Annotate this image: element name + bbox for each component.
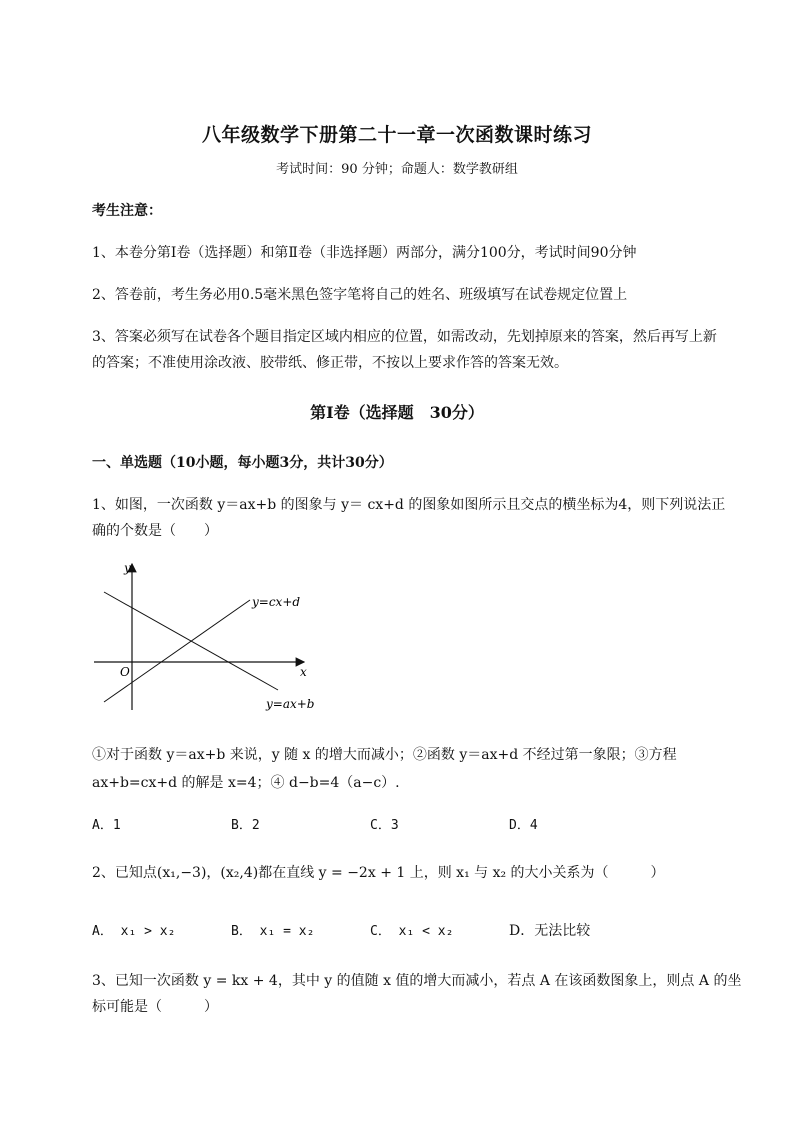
x-axis-label: x (300, 665, 307, 679)
question-3-stem-cont: 标可能是（ ） (92, 999, 218, 1015)
notice-item-3: 3、答案必须写在试卷各个题目指定区域内相应的位置，如需改动，先划掉原来的答案，然后再写上新 (92, 329, 717, 345)
y-axis-label: y (124, 561, 131, 575)
notice-heading: 考生注意： (92, 203, 162, 219)
document-title: 八年级数学下册第二十一章一次函数课时练习 (201, 124, 592, 146)
exam-info: 考试时间：90 分钟；命题人：数学教研组 (276, 162, 518, 177)
label-cx-d: y=cx+d (252, 595, 301, 609)
question-3-stem: 3、已知一次函数 y = kx + 4，其中 y 的值随 x 值的增大而减小，若点 A 在该函数图象上，则点 A 的坐 (92, 973, 742, 989)
section-title: 第Ⅰ卷（选择题 30分） (310, 403, 484, 422)
question-1-statements-cont: ax+b=cx+d 的解是 x=4；④ d−b=4（a−c）. (92, 775, 400, 791)
question-2-stem: 2、已知点(x₁,−3)，(x₂,4)都在直线 y = −2x + 1 上，则 x₁ 与 x₂ 的大小关系为（ ） (92, 865, 665, 881)
notice-item-1: 1、本卷分第Ⅰ卷（选择题）和第Ⅱ卷（非选择题）两部分，满分100分，考试时间90分钟 (92, 245, 637, 261)
question-2-option-a[interactable]: A． x₁ > x₂ (92, 924, 176, 939)
notice-item-3-cont: 的答案；不准使用涂改液、胶带纸、修正带，不按以上要求作答的答案无效。 (92, 355, 568, 371)
question-1-stem-cont: 确的个数是（ ） (92, 523, 218, 539)
line-cx-d (104, 600, 250, 702)
origin-label: O (120, 665, 130, 679)
question-1-option-c[interactable]: C．3 (370, 818, 399, 833)
question-1-option-d[interactable]: D．4 (509, 818, 538, 833)
question-1-statements: ①对于函数 y＝ax+b 来说，y 随 x 的增大而减小；②函数 y＝ax+d 不经过第一象限；③方程 (92, 747, 677, 763)
question-2-option-c[interactable]: C． x₁ < x₂ (370, 924, 454, 939)
question-1-stem: 1、如图，一次函数 y＝ax+b 的图象与 y＝ cx+d 的图象如图所示且交点的横坐标为4，则下列说法正 (92, 497, 726, 513)
question-2-option-d[interactable]: D．无法比较 (509, 923, 591, 939)
question-2-option-b[interactable]: B． x₁ = x₂ (231, 924, 315, 939)
question-1-option-b[interactable]: B．2 (231, 818, 260, 833)
notice-item-2: 2、答卷前，考生务必用0.5毫米黑色签字笔将自己的姓名、班级填写在试卷规定位置上 (92, 287, 628, 303)
question-1-option-a[interactable]: A．1 (92, 818, 121, 833)
function-graph (90, 558, 320, 718)
question-group-heading: 一、单选题（10小题，每小题3分，共计30分） (92, 455, 393, 471)
label-ax-b: y=ax+b (266, 697, 315, 711)
